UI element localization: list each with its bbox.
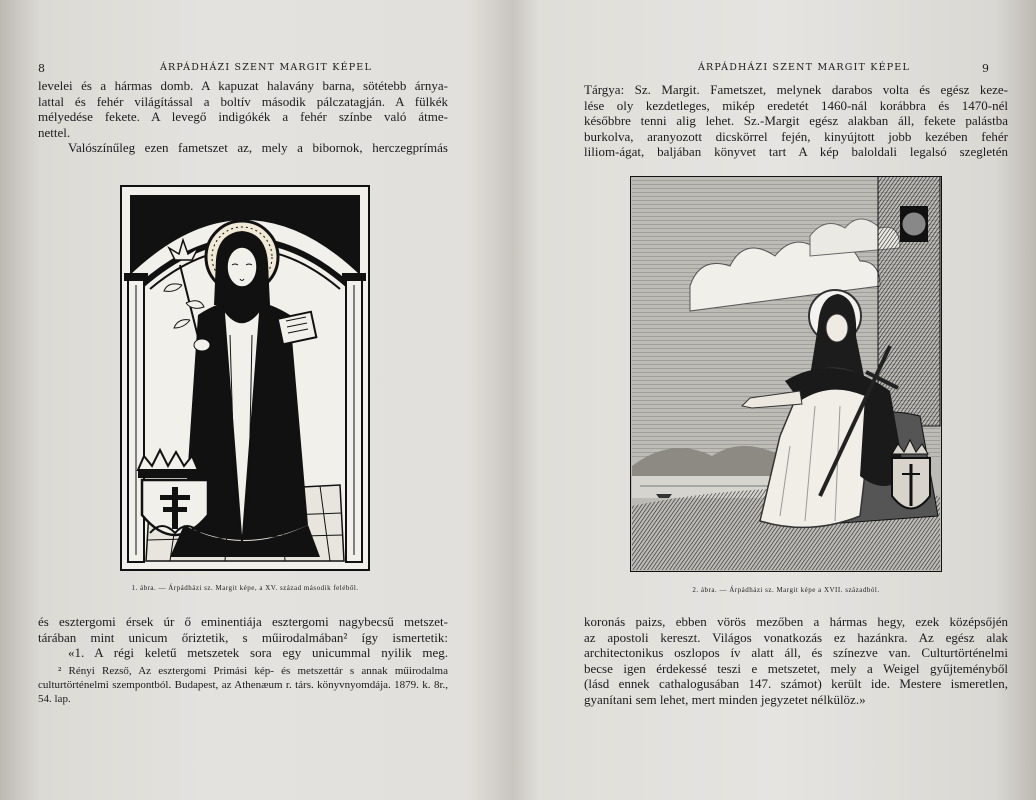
text-line: gyanítani sem lehet, mert minden jegyzetet nélkülöz.» bbox=[584, 691, 866, 707]
text-line: lése oly kezdetleges, mikép eredetét 1460-nál korábbra és 1470-nél bbox=[584, 97, 1008, 113]
right-bottom-paragraph bbox=[584, 614, 1008, 708]
right-running-head: ÁRPÁDHÁZI SZENT MARGIT KÉPEL bbox=[698, 62, 910, 73]
left-running-head: ÁRPÁDHÁZI SZENT MARGIT KÉPEL bbox=[160, 62, 372, 73]
text-line: burkolva, aranyozott dicskörrel fején, kinyújtott jobb kezében fehér bbox=[584, 128, 1008, 144]
text-line: későbbre tenni alig lehet. Sz.-Margit egész alakban áll, fekete palástba bbox=[584, 113, 1008, 129]
text-line: nettel. bbox=[38, 124, 71, 140]
woodcut-image bbox=[120, 185, 370, 571]
text-line: Valószínűleg ezen fametszet az, mely a bibornok, herczegprímás bbox=[68, 140, 448, 156]
text-line: lattal és fehér világítással a boltív második pálczatagján. A fülkék bbox=[38, 93, 448, 109]
left-top-paragraph bbox=[38, 78, 448, 156]
text-line: mélyedése fekete. A levegő indigókék a fehér színbe való átme- bbox=[38, 109, 448, 125]
text-line: (lásd ennek cathalogusában 147. számot) került ide. Mestere ismeretlen, bbox=[584, 676, 1008, 692]
text-line: Tárgya: Sz. Margit. Fametszet, melynek darabos volta és egész keze- bbox=[584, 82, 1008, 97]
right-page bbox=[518, 0, 1036, 800]
figure-1-caption: 1. ábra. — Árpádházi sz. Margit képe, a XV. század második feléből. bbox=[131, 584, 359, 592]
text-line: és esztergomi érsek úr ő eminentiája esztergomi nagybecsű metszet- bbox=[38, 614, 448, 629]
text-line: becse igen érdekessé teszi e metszetet, mely a Weigel gyűjteményből bbox=[584, 660, 1008, 676]
text-line: levelei és a hármas domb. A kapuzat halavány barna, sötétebb árnya- bbox=[38, 78, 448, 93]
figure-1-woodcut bbox=[120, 185, 370, 575]
engraving-image bbox=[630, 176, 942, 572]
text-line: architectonikus oszlopos ív alatt áll, és színezve van. Culturtörténelmi bbox=[584, 645, 1008, 661]
text-line: az apostoli kereszt. Világos vonatkozás ez hazánkra. Az egész alak bbox=[584, 629, 1008, 645]
text-line: «1. A régi keletű metszetek sora egy unicummal nyilik meg. bbox=[68, 645, 448, 661]
left-bottom-paragraph bbox=[38, 614, 448, 661]
figure-2-caption: 2. ábra. — Árpádházi sz. Margit képe a XVII. századból. bbox=[692, 586, 880, 594]
text-line: koronás paizs, ebben vörös mezőben a hármas hegy, ezek középsőjén bbox=[584, 614, 1008, 629]
left-page-number: 8 bbox=[38, 62, 45, 75]
left-footnote: ² Rényi Rezső, Az esztergomi Primási kép- és metszettár s annak műirodalma culturtörténelmi szempontból. Budapest, az Athenæum r. társ. könyvnyomdája. 1879. k. 8r., 54. lap. bbox=[38, 665, 448, 705]
right-page-number: 9 bbox=[982, 62, 989, 75]
text-line: tárában mint unicum őriztetik, s műirodalmában² így ismertetik: bbox=[38, 629, 448, 645]
right-top-paragraph bbox=[584, 82, 1008, 160]
left-page bbox=[0, 0, 500, 800]
text-line: liliom-ágat, baljában könyvet tart A kép baloldali legalsó szegletén bbox=[584, 144, 1008, 160]
figure-2-engraving bbox=[630, 176, 942, 576]
